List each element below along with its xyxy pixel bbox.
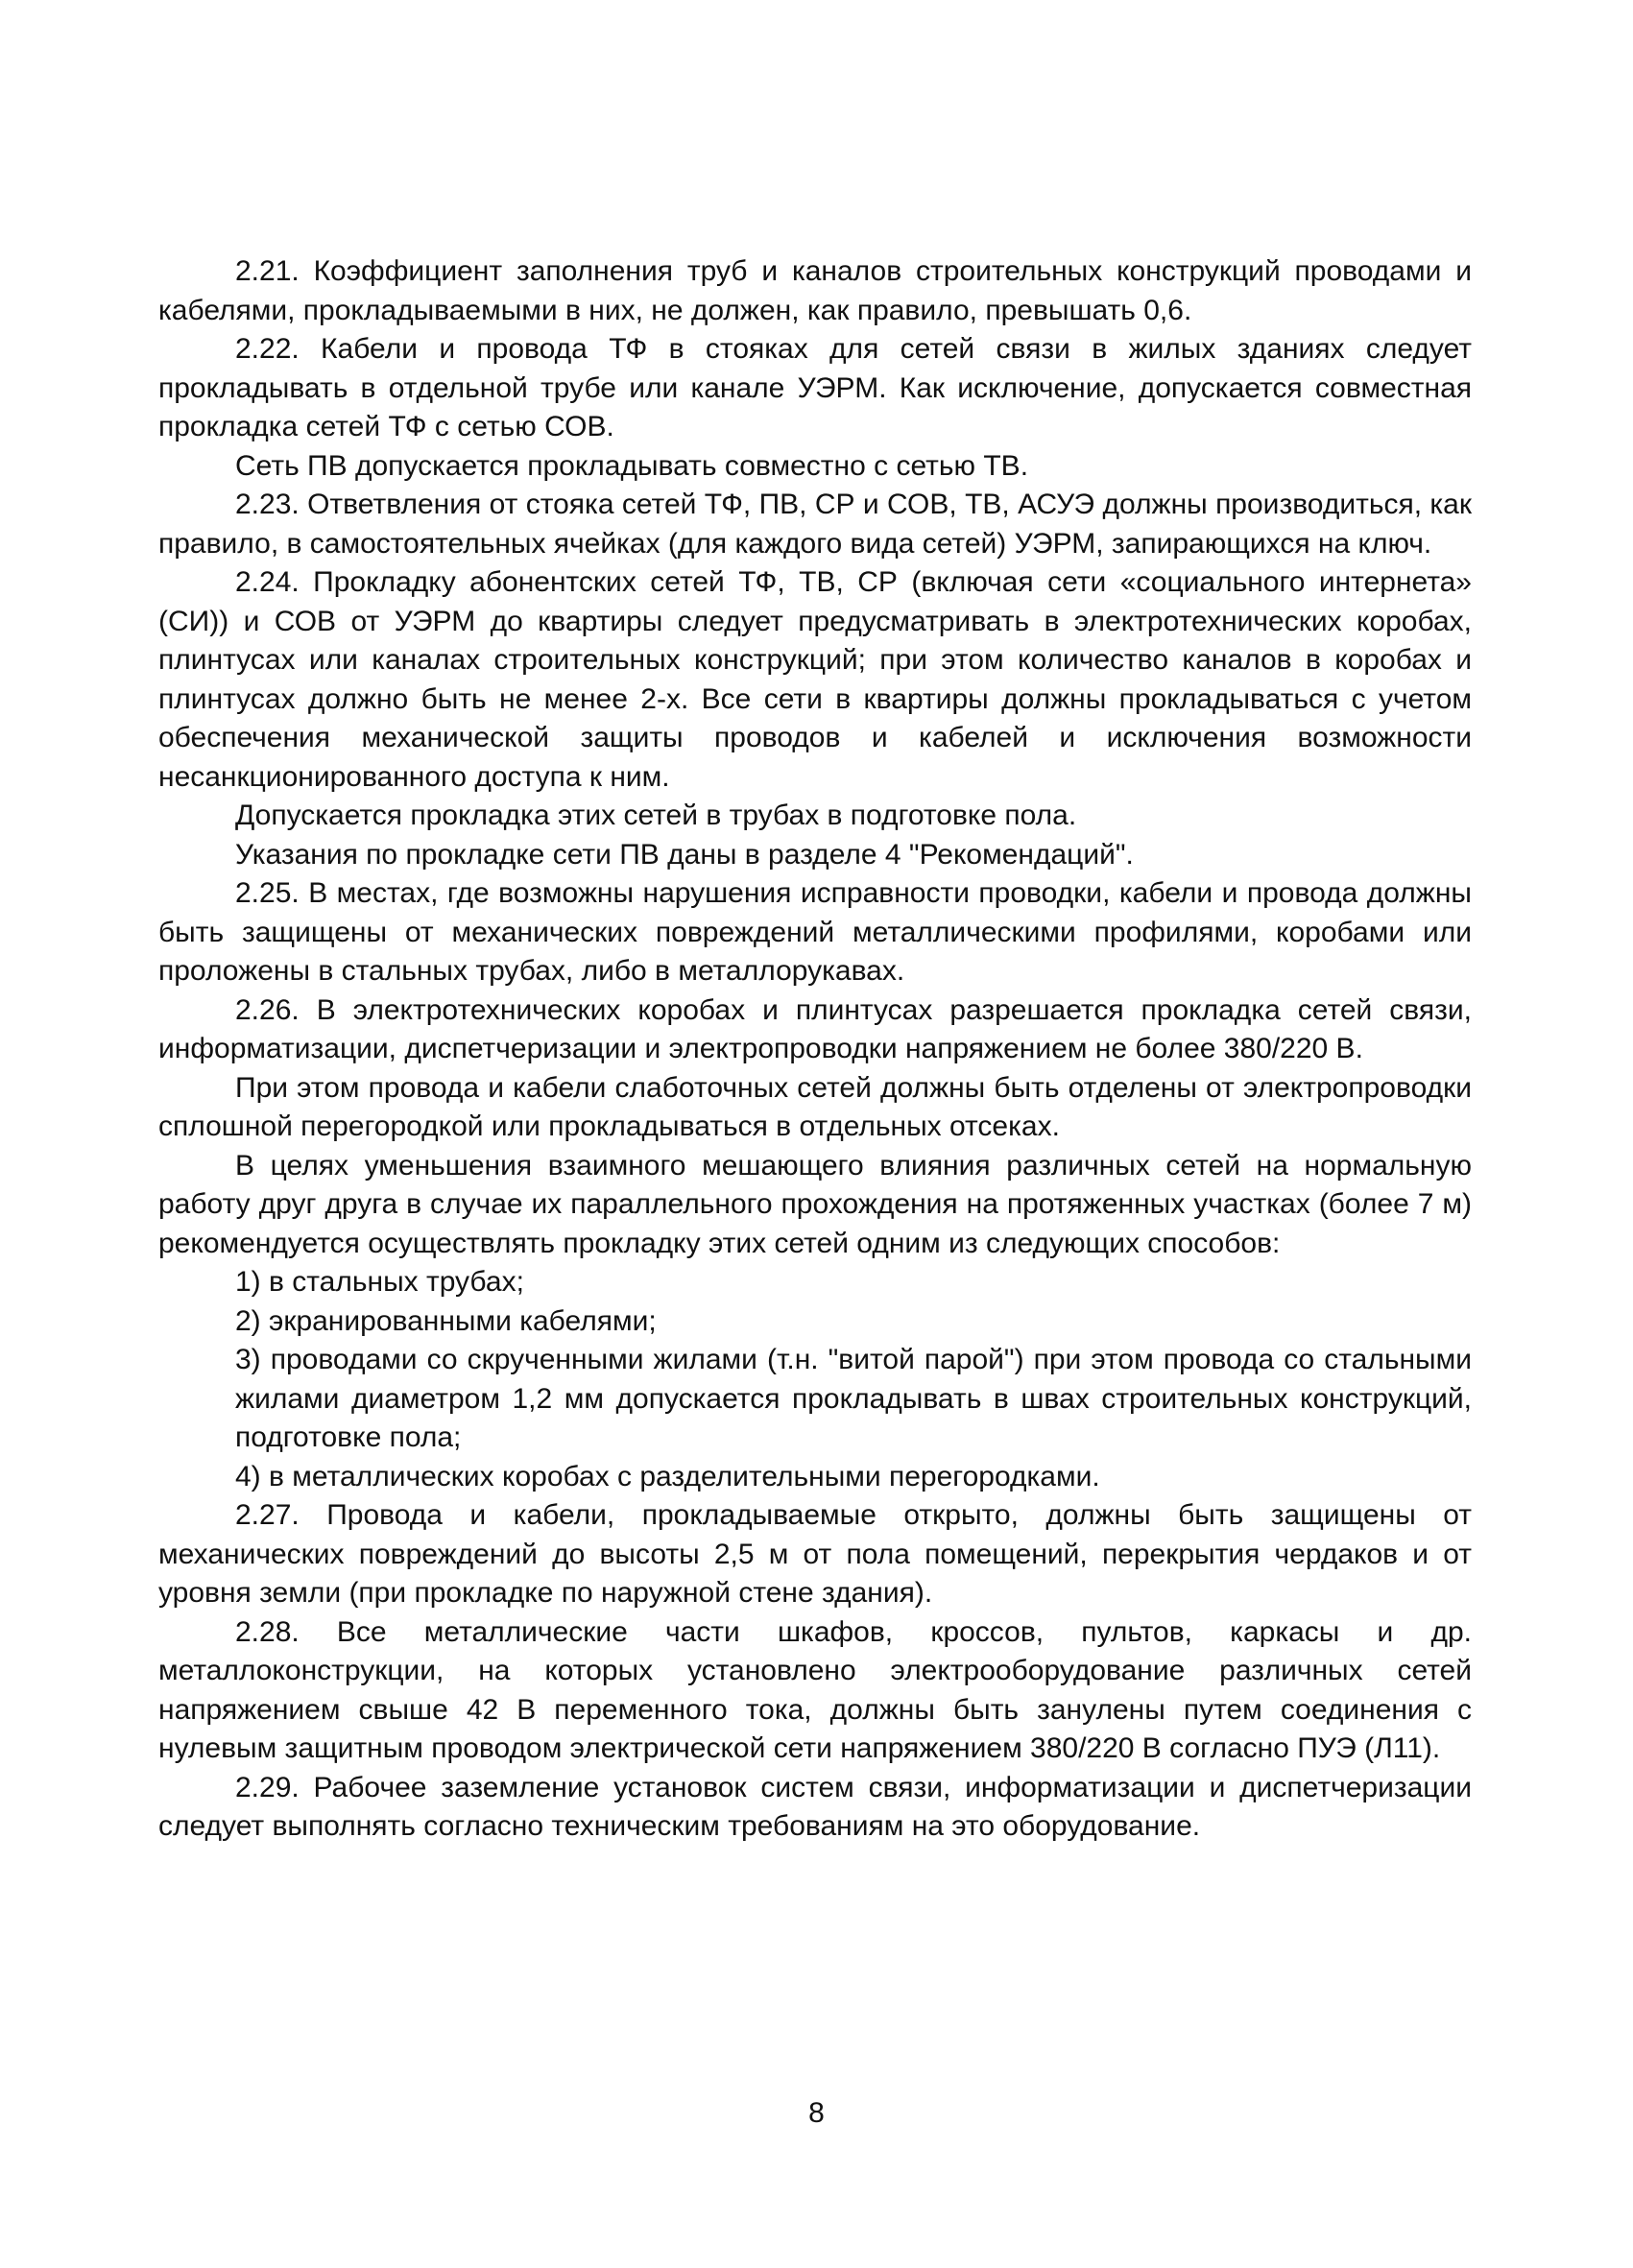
paragraph-2-29: 2.29. Рабочее заземление установок систем связи, информатизации и диспетчеризации следует выполнять согласно техническим требованиям на это оборудование.	[158, 1771, 1472, 1842]
paragraph-pv-instructions: Указания по прокладке сети ПВ даны в разделе 4 "Рекомендаций".	[235, 838, 1134, 871]
paragraph-2-28: 2.28. Все металлические части шкафов, кроссов, пультов, каркасы и др. металлоконструкции, на которых установлено электрооборудование различных сетей напряжением свыше 42 В переменного тока, должны быть занулены путем соединения с нулевым защитным проводом электрической сети напряжением 380/220 В согласно ПУЭ (Л11).	[158, 1615, 1472, 1764]
list-item: 1) в стальных трубах;	[235, 1266, 524, 1298]
paragraph-2-21: 2.21. Коэффициент заполнения труб и каналов строительных конструкций проводами и кабелями, прокладываемыми в них, не должен, как правило, превышать 0,6.	[158, 255, 1472, 326]
paragraph-2-22: 2.22. Кабели и провода ТФ в стояках для сетей связи в жилых зданиях следует прокладывать в отдельной трубе или канале УЭРМ. Как исключение, допускается совместная прокладка сетей ТФ с сетью СОВ.	[158, 333, 1472, 442]
page-number: 8	[808, 2097, 825, 2129]
paragraph-floor-pipes: Допускается прокладка этих сетей в трубах в подготовке пола.	[235, 800, 1077, 831]
list-item: 3) проводами со скрученными жилами (т.н. "витой парой") при этом провода со стальными жилами диаметром 1,2 мм допускается прокладывать в швах строительных конструкций, подготовке пола;	[235, 1344, 1472, 1453]
paragraph-2-26: 2.26. В электротехнических коробах и плинтусах разрешается прокладка сетей связи, информатизации, диспетчеризации и электропроводки напряжением не более 380/220 В.	[158, 993, 1472, 1064]
paragraph-interference: В целях уменьшения взаимного мешающего влияния различных сетей на нормальную работу друг друга в случае их параллельного прохождения на протяженных участках (более 7 м) рекомендуется осуществлять прокладку этих сетей одним из следующих способов:	[158, 1149, 1472, 1259]
paragraph-2-23: 2.23. Ответвления от стояка сетей ТФ, ПВ, СР и СОВ, ТВ, АСУЭ должны производиться, как правило, в самостоятельных ячейках (для каждого вида сетей) УЭРМ, запирающихся на ключ.	[158, 489, 1472, 560]
document-body	[158, 252, 1472, 1847]
paragraph-2-24: 2.24. Прокладку абонентских сетей ТФ, ТВ, СР (включая сети «социального интернета» (СИ)) и СОВ от УЭРМ до квартиры следует предусматривать в электротехнических коробах, плинтусах или каналах строительных конструкций; при этом количество каналов в коробах и плинтусах должно быть не менее 2-х. Все сети в квартиры должны прокладываться с учетом обеспечения механической защиты проводов и кабелей и исключения возможности несанкционированного доступа к ним.	[158, 566, 1472, 793]
paragraph-2-27: 2.27. Провода и кабели, прокладываемые открыто, должны быть защищены от механических повреждений до высоты 2,5 м от пола помещений, перекрытия чердаков и от уровня земли (при прокладке по наружной стене здания).	[158, 1499, 1472, 1609]
list-item: 2) экранированными кабелями;	[235, 1304, 657, 1337]
list-item: 4) в металлических коробах с разделительными перегородками.	[235, 1460, 1100, 1492]
paragraph-separation: При этом провода и кабели слаботочных сетей должны быть отделены от электропроводки сплошной перегородкой или прокладываться в отдельных отсеках.	[158, 1071, 1472, 1142]
paragraph-pv-network: Сеть ПВ допускается прокладывать совместно с сетью ТВ.	[235, 449, 1029, 482]
paragraph-2-25: 2.25. В местах, где возможны нарушения исправности проводки, кабели и провода должны быть защищены от механических повреждений металлическими профилями, коробами или проложены в стальных трубах, либо в металлорукавах.	[158, 877, 1472, 987]
